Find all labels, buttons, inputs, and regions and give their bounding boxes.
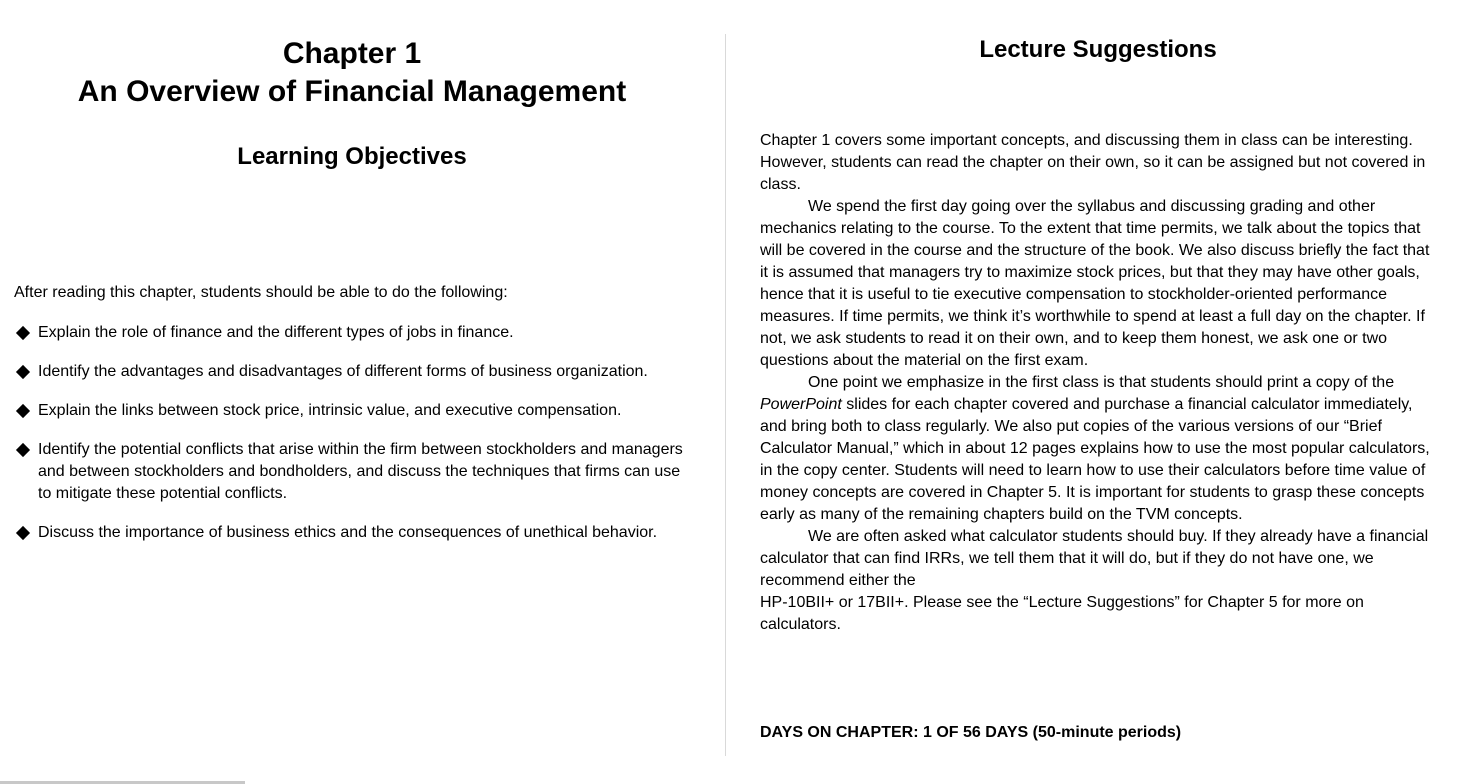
objectives-intro: After reading this chapter, students should be able to do the following: [14,284,508,301]
paragraph: One point we emphasize in the first class is that students should print a copy of the PowerPoint slides for each chapter covered and purchase a financial calculator immediately, and bring both to class regularly. We also put copies of the various versions of our “Brief Calculator Manual,” which in about 12 pages explains how to use the most popular calculators, in the copy center. Students will need to learn how to use their calculators before time value of money concepts are covered in Chapter 5. It is important for students to grasp these concepts early as many of the remaining chapters build on the TVM concepts. [760,374,1430,523]
chapter-label: Chapter 1 [282,37,422,70]
left-column [14,0,704,784]
right-column [760,0,1440,784]
paragraph: We are often asked what calculator students should buy. If they already have a financial calculator that can find IRRs, we tell them that it will do, but if they do not have one, we recommend either the [760,528,1429,589]
objective-item: Explain the links between stock price, intrinsic value, and executive compensation. [14,400,684,422]
diamond-bullet-icon [16,404,30,418]
days-on-chapter: DAYS ON CHAPTER: 1 OF 56 DAYS (50-minute periods) [760,724,1182,741]
paragraph: HP-10BII+ or 17BII+. Please see the “Lecture Suggestions” for Chapter 5 for more on calculators. [760,594,1364,633]
lecture-suggestions-heading: Lecture Suggestions [979,36,1217,63]
diamond-bullet-icon [16,326,30,340]
diamond-bullet-icon [16,526,30,540]
diamond-bullet-icon [16,365,30,379]
learning-objectives-heading: Learning Objectives [237,143,467,170]
diamond-bullet-icon [16,443,30,457]
objective-item: Identify the potential conflicts that arise within the firm between stockholders and managers and between stockholders and bondholders, and discuss the techniques that firms can use to mitigate these potential conflicts. [14,439,684,505]
paragraph: We spend the first day going over the syllabus and discussing grading and other mechanics relating to the course. To the extent that time permits, we talk about the topics that will be covered in the course and the structure of the book. We also discuss briefly the fact that it is assumed that managers try to maximize stock prices, but that they may have other goals, hence that it is useful to tie executive compensation to stockholder-oriented performance measures. If time permits, we think it’s worthwhile to spend at least a full day on the chapter. If not, we ask students to read it on their own, and to keep them honest, we ask one or two questions about the material on the first exam. [760,198,1430,369]
objectives-list [14,322,684,561]
chapter-name: An Overview of Financial Management [77,75,627,108]
objective-item: Discuss the importance of business ethics and the consequences of unethical behavior. [14,522,684,544]
lecture-body [760,130,1440,636]
objective-item: Identify the advantages and disadvantages of different forms of business organization. [14,361,684,383]
chapter-title [14,35,690,111]
objective-item: Explain the role of finance and the different types of jobs in finance. [14,322,684,344]
paragraph: Chapter 1 covers some important concepts, and discussing them in class can be interesting. However, students can read the chapter on their own, so it can be assigned but not covered in class. [760,132,1426,193]
powerpoint-italic: PowerPoint [760,396,842,413]
column-divider [725,34,726,756]
